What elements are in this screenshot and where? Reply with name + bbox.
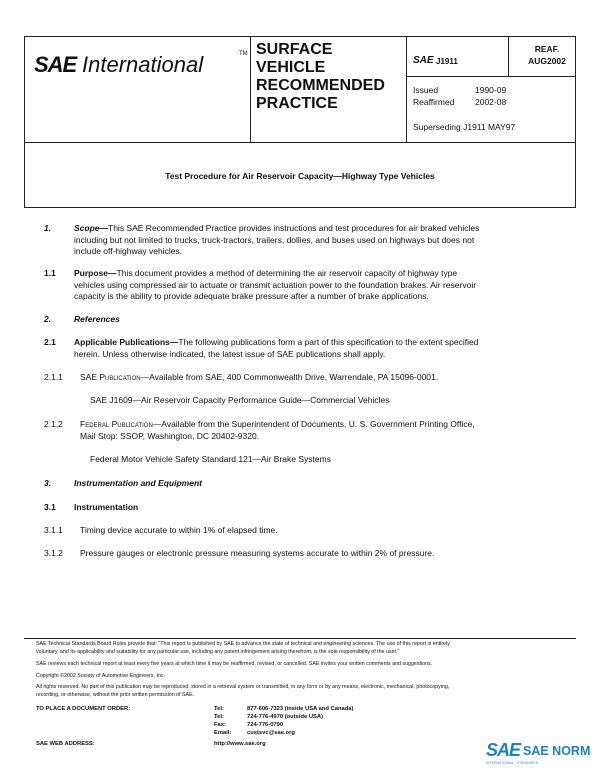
section-2-1-1-number: 2.1.1: [44, 372, 63, 382]
sae-logo-mark: SAE: [34, 52, 77, 77]
section-1-line-2: including but not limited to trucks, truck-tractors, trailers, dollies, and buses used on highways but does not: [74, 234, 475, 245]
tel-value: 877-606-7323 (inside USA and Canada): [247, 706, 354, 712]
section-1-1-heading: Purpose—: [74, 268, 117, 278]
section-2-1-1-line: SAE Publication—Available from SAE, 400 Commonwealth Drive, Warrendale, PA 15096-0001.: [80, 372, 439, 382]
section-2-1-2-heading: Federal Publication: [80, 419, 153, 429]
section-2-1-2-line-1: Federal Publication—Available from the Superintendent of Documents, U. S. Government Printing Office,: [80, 419, 475, 429]
section-2-heading: References: [74, 314, 120, 324]
tel2-label: Tel:: [214, 714, 224, 720]
section-2-1-heading: Applicable Publications—: [74, 337, 179, 347]
section-2-1-2-line-2: Mail Stop: SSOP, Washington, DC 20402-9320.: [80, 430, 260, 441]
section-1-1-line-2: vehicles using compressed air to actuate or transmit actuation power to the foundation brakes. Air reservoir: [74, 279, 477, 290]
section-2-1-1-reference: SAE J1609—Air Reservoir Capacity Performance Guide—Commercial Vehicles: [90, 395, 390, 405]
section-2-1-2-reference: Federal Motor Vehicle Safety Standard 121—Air Brake Systems: [90, 454, 331, 464]
sae-logo-wordmark: International: [82, 52, 204, 77]
section-2-1-line-2: herein. Unless otherwise indicated, the latest issue of SAE publications shall apply.: [74, 348, 386, 359]
reaffirmed-label: Reaffirmed: [413, 97, 455, 107]
header-divider-4: [406, 76, 576, 77]
footer-rights-line-1: All rights reserved. No part of this publication may be reproduced, stored in a retrieval system or transmitted, in any form or by any means, electronic, mechanical, photocopying,: [36, 684, 450, 690]
superseding-note: Superseding J1911 MAY97: [413, 122, 516, 132]
doc-type-line-1: SURFACE: [256, 41, 333, 58]
watermark-subtext: INTERNATIONAL · STANDARDS: [486, 761, 539, 765]
tel-label: Tel:: [214, 706, 224, 712]
section-1-1-number: 1.1: [44, 268, 56, 278]
section-3-1-heading: Instrumentation: [74, 502, 139, 512]
section-3-1-number: 3.1: [44, 502, 56, 512]
email-value[interactable]: custsvc@sae.org: [247, 730, 295, 736]
issued-value: 1990-09: [475, 85, 507, 95]
section-3-1-1-number: 3.1.1: [44, 525, 63, 535]
watermark-sae-logo: SAE: [486, 740, 521, 760]
doc-type-line-2: VEHICLE: [256, 59, 326, 76]
fax-label: Fax:: [214, 722, 226, 728]
section-1-line-3: include off-highway vehicles.: [74, 246, 183, 256]
doc-type-line-3: RECOMMENDED: [256, 77, 385, 94]
section-2-number: 2.: [44, 314, 52, 324]
header-divider-2: [406, 36, 407, 142]
header-box-bottom: [24, 142, 576, 143]
section-1-heading: Scope—: [74, 223, 109, 233]
header-box-top: [24, 36, 576, 37]
footer-review-line: SAE reviews each technical report at least every five years at which time it may be reaffirmed, revised, or cancelled. SAE invites your written comments and suggestions.: [36, 661, 433, 667]
web-label: SAE WEB ADDRESS:: [36, 741, 95, 747]
title-box-left: [24, 142, 25, 207]
issued-label: Issued: [413, 85, 439, 95]
section-3-1-1-text: Timing device accurate to within 1% of elapsed time.: [80, 525, 278, 535]
title-box-right: [575, 142, 576, 207]
reaffirmed-value: 2002-08: [475, 97, 507, 107]
doc-type-line-4: PRACTICE: [256, 95, 338, 112]
section-3-number: 3.: [44, 478, 52, 488]
section-1-1-line-3: capacity is the ability to provide adequate brake pressure after a number of brake applications.: [74, 291, 429, 301]
standard-number: J1911: [436, 57, 458, 66]
order-label: TO PLACE A DOCUMENT ORDER:: [36, 706, 131, 712]
header-box-left: [24, 36, 25, 142]
section-1-line-1: Scope—This SAE Recommended Practice provides instructions and test procedures for air braked vehicles: [74, 223, 480, 233]
footer-policy-line-2: voluntary, and its applicability and suitability for any particular use, including any patent infringement arising therefrom, is the sole responsibility of the user.": [36, 648, 400, 655]
section-2-1-number: 2.1: [44, 337, 56, 347]
fax-value: 724-776-0790: [247, 722, 284, 728]
footer-copyright: Copyright ©2002 Society of Automotive Engineers, Inc.: [36, 673, 166, 679]
email-label: Email:: [214, 730, 232, 736]
section-3-heading: Instrumentation and Equipment: [74, 478, 202, 488]
footer-policy-line-1: SAE Technical Standards Board Rules provide that: "This report is published by SAE to advance the state of technical and engineering sciences. The use of this report is entirely: [36, 641, 450, 647]
section-2-1-line-1: Applicable Publications—The following publications form a part of this specification to the extent specified: [74, 337, 479, 347]
reaf-label: REAF.: [534, 44, 560, 54]
section-1-number: 1.: [44, 223, 52, 233]
footer-rights-line-2: recording, or otherwise, without the prior written permission of SAE.: [36, 691, 195, 698]
footer-divider: [24, 638, 576, 639]
section-3-1-2-text: Pressure gauges or electronic pressure measuring systems accurate to within 2% of pressure.: [80, 548, 435, 558]
reaf-date: AUG2002: [528, 56, 566, 66]
header-divider-1: [250, 36, 251, 142]
trademark-mark: TM: [239, 51, 248, 57]
section-2-1-2-number: 2.1.2: [44, 419, 63, 429]
watermark-text: SAE NORM: [523, 744, 591, 758]
standard-sae-logo: SAE: [413, 55, 434, 66]
section-1-1-line-1: Purpose—This document provides a method of determining the air reservoir capacity of highway type: [74, 268, 458, 278]
title-box-bottom: [24, 207, 576, 208]
section-3-1-2-number: 3.1.2: [44, 548, 63, 558]
document-title: Test Procedure for Air Reservoir Capacity—Highway Type Vehicles: [165, 171, 435, 181]
header-divider-3: [508, 36, 509, 76]
web-address-link[interactable]: http://www.sae.org: [214, 741, 266, 747]
tel2-value: 724-776-4970 (outside USA): [247, 714, 324, 720]
section-2-1-1-heading: SAE Publication: [80, 372, 141, 382]
